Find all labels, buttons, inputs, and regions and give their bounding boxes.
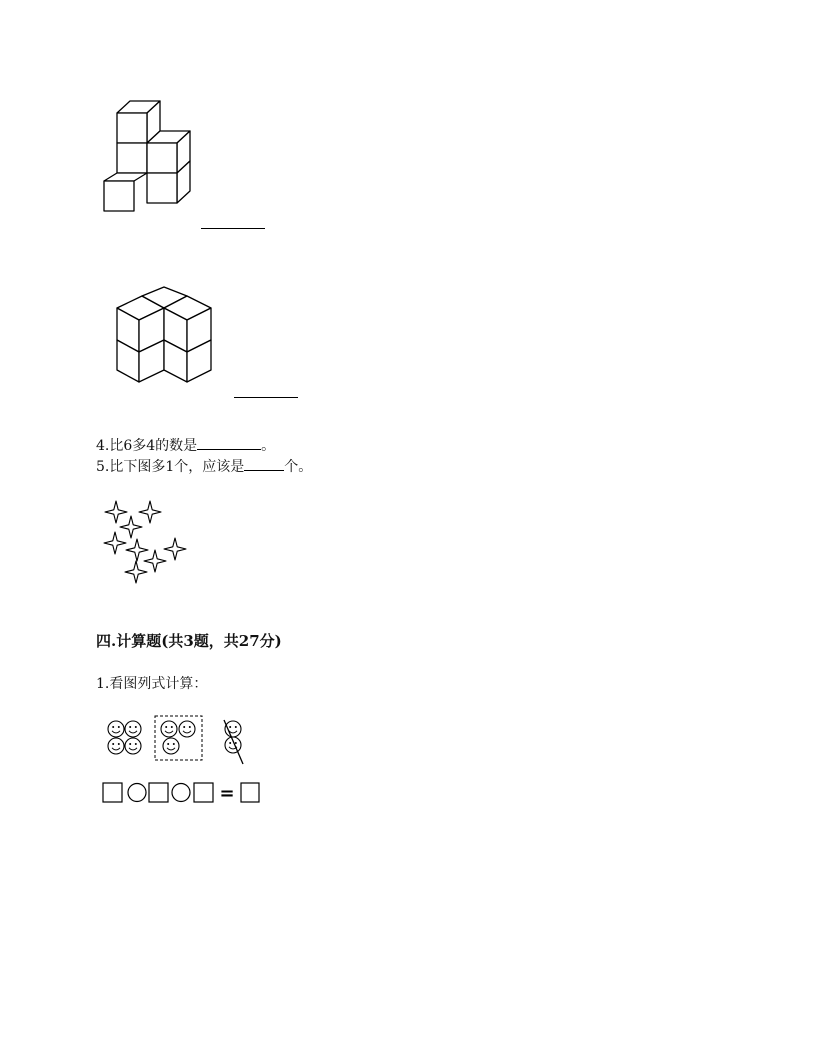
star-icon xyxy=(164,538,186,560)
star-icon xyxy=(144,550,166,572)
star-icon xyxy=(125,561,147,583)
star-icon xyxy=(104,532,126,554)
smiley-icon xyxy=(163,738,179,754)
smiley-faces-figure xyxy=(100,712,260,768)
star-icon xyxy=(126,539,148,561)
star-icon xyxy=(105,501,127,523)
question-5-blank[interactable] xyxy=(244,456,284,471)
question-5 xyxy=(96,456,312,476)
operator-circle-1[interactable] xyxy=(128,784,146,802)
stars-figure xyxy=(100,496,192,586)
smiley-icon xyxy=(108,721,124,737)
smiley-icon xyxy=(125,738,141,754)
answer-box-3[interactable] xyxy=(194,783,213,802)
smiley-icon xyxy=(161,721,177,737)
question-4-suffix: 。 xyxy=(261,438,276,454)
cube-stack-figure-1 xyxy=(100,98,200,218)
question-5-text: 5.比下图多1个，应该是 xyxy=(96,459,245,475)
cube-block-figure-2 xyxy=(114,286,218,386)
section-title: 四.计算题(共3题，共27分) xyxy=(96,632,282,650)
star-icon xyxy=(139,501,161,523)
equals-sign: = xyxy=(219,783,235,804)
question-4 xyxy=(96,435,275,455)
answer-blank-figure-2[interactable] xyxy=(234,383,298,398)
answer-box-2[interactable] xyxy=(149,783,168,802)
smiley-icon xyxy=(108,738,124,754)
result-box[interactable] xyxy=(241,783,259,802)
answer-blank-figure-1[interactable] xyxy=(201,214,265,229)
smiley-icon xyxy=(179,721,195,737)
calc-question-1-label: 1.看图列式计算： xyxy=(96,676,208,692)
smiley-icon xyxy=(125,721,141,737)
answer-box-1[interactable] xyxy=(103,783,122,802)
star-icon xyxy=(120,516,142,538)
question-4-blank[interactable] xyxy=(197,435,261,450)
operator-circle-2[interactable] xyxy=(172,784,190,802)
dashed-group-box xyxy=(155,716,202,760)
question-5-suffix: 个。 xyxy=(284,459,313,475)
question-4-text: 4.比6多4的数是 xyxy=(96,438,198,454)
equation-template xyxy=(100,780,264,806)
